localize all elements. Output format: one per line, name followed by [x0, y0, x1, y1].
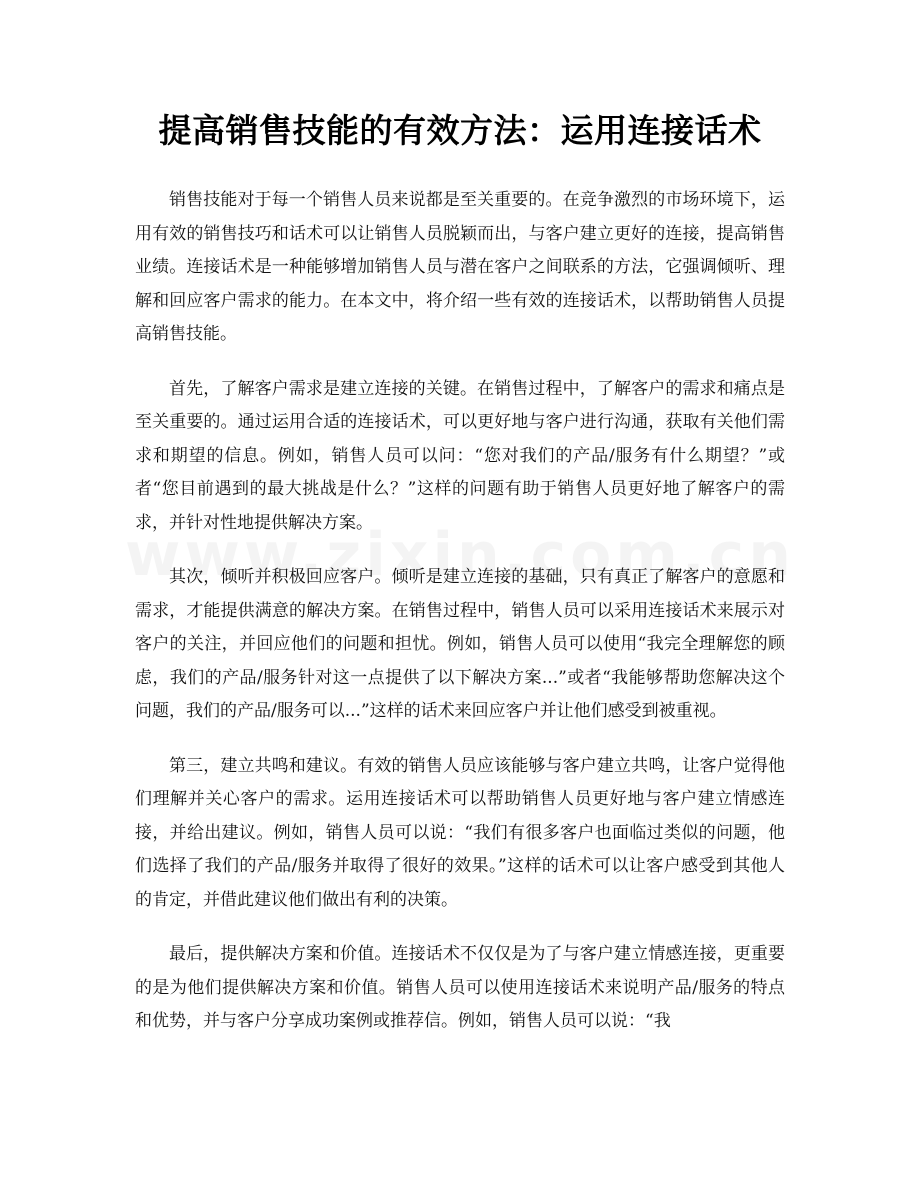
paragraph-last: 最后，提供解决方案和价值。连接话术不仅仅是为了与客户建立情感连接，更重要的是为他们提供解决方案和价值。销售人员可以使用连接话术来说明产品/服务的特点和优势，并与客户分享成功案例或推荐信。例如，销售人员可以说：“我	[135, 944, 785, 1031]
document-title: 提高销售技能的有效方法：运用连接话术	[158, 111, 762, 150]
paragraph-first: 首先，了解客户需求是建立连接的关键。在销售过程中，了解客户的需求和痛点是至关重要的。通过运用合适的连接话术，可以更好地与客户进行沟通，获取有关他们需求和期望的信息。例如，销售人员可以问：“您对我们的产品/服务有什么期望？”或者“您目前遇到的最大挑战是什么？”这样的问题有助于销售人员更好地了解客户的需求，并针对性地提供解决方案。	[135, 378, 785, 533]
paragraph-third: 第三，建立共鸣和建议。有效的销售人员应该能够与客户建立共鸣，让客户觉得他们理解并关心客户的需求。运用连接话术可以帮助销售人员更好地与客户建立情感连接，并给出建议。例如，销售人员可以说：“我们有很多客户也面临过类似的问题，他们选择了我们的产品/服务并取得了很好的效果。”这样的话术可以让客户感受到其他人的肯定，并借此建议他们做出有利的决策。	[135, 755, 785, 910]
paragraph-second: 其次，倾听并积极回应客户。倾听是建立连接的基础，只有真正了解客户的意愿和需求，才能提供满意的解决方案。在销售过程中，销售人员可以采用连接话术来展示对客户的关注，并回应他们的问题和担忧。例如，销售人员可以使用“我完全理解您的顾虑，我们的产品/服务针对这一点提供了以下解决方案...”或者“我能够帮助您解决这个问题，我们的产品/服务可以...”这样的话术来回应客户并让他们感受到被重视。	[135, 567, 785, 721]
paragraph-intro: 销售技能对于每一个销售人员来说都是至关重要的。在竞争激烈的市场环境下，运用有效的销售技巧和话术可以让销售人员脱颖而出，与客户建立更好的连接，提高销售业绩。连接话术是一种能够增加销售人员与潜在客户之间联系的方法，它强调倾听、理解和回应客户需求的能力。在本文中，将介绍一些有效的连接话术，以帮助销售人员提高销售技能。	[135, 190, 785, 344]
document-body	[135, 184, 785, 1060]
